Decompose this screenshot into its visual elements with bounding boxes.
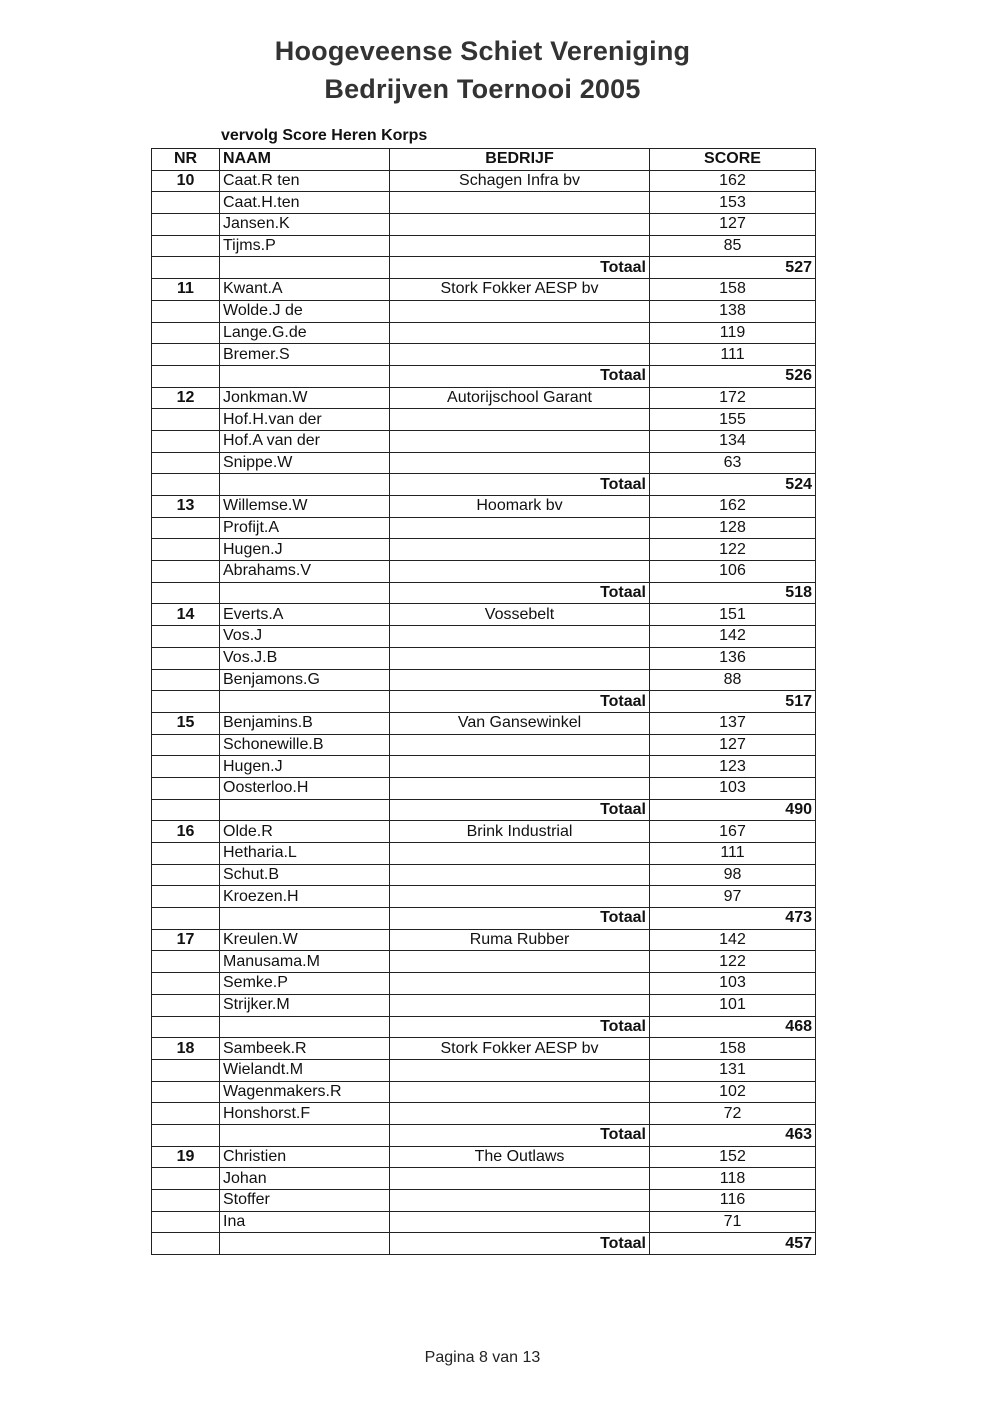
empty-cell <box>152 474 220 496</box>
member-name-cell: Wielandt.M <box>220 1059 390 1081</box>
score-cell: 162 <box>650 170 816 192</box>
table-body <box>152 170 816 1254</box>
team-number-cell <box>152 734 220 756</box>
member-name-cell: Kwant.A <box>220 279 390 301</box>
empty-cell <box>220 691 390 713</box>
total-row <box>152 257 816 279</box>
total-row <box>152 1124 816 1146</box>
total-value: 463 <box>650 1124 816 1146</box>
company-cell: Ruma Rubber <box>390 929 650 951</box>
total-label: Totaal <box>390 691 650 713</box>
table-row <box>152 387 816 409</box>
company-cell <box>390 539 650 561</box>
member-name-cell: Oosterloo.H <box>220 777 390 799</box>
table-row <box>152 994 816 1016</box>
table-row <box>152 1190 816 1212</box>
team-number-cell: 17 <box>152 929 220 951</box>
document-title: Hoogeveense Schiet Vereniging <box>274 36 691 66</box>
team-number-cell <box>152 777 220 799</box>
table-row <box>152 843 816 865</box>
empty-cell <box>220 799 390 821</box>
column-header-nr: NR <box>152 149 220 171</box>
table-row <box>152 734 816 756</box>
company-cell: The Outlaws <box>390 1146 650 1168</box>
table-row <box>152 604 816 626</box>
score-cell: 123 <box>650 756 816 778</box>
table-row <box>152 626 816 648</box>
score-cell: 118 <box>650 1168 816 1190</box>
company-cell <box>390 734 650 756</box>
member-name-cell: Lange.G.de <box>220 322 390 344</box>
score-cell: 158 <box>650 279 816 301</box>
table-row <box>152 300 816 322</box>
member-name-cell: Caat.R ten <box>220 170 390 192</box>
member-name-cell: Hetharia.L <box>220 843 390 865</box>
team-number-cell: 16 <box>152 821 220 843</box>
empty-cell <box>152 799 220 821</box>
empty-cell <box>152 582 220 604</box>
score-cell: 127 <box>650 734 816 756</box>
company-cell <box>390 756 650 778</box>
score-cell: 131 <box>650 1059 816 1081</box>
company-cell <box>390 777 650 799</box>
total-label: Totaal <box>390 1233 650 1255</box>
total-value: 518 <box>650 582 816 604</box>
empty-cell <box>220 1124 390 1146</box>
table-row <box>152 1059 816 1081</box>
company-cell: Hoomark bv <box>390 496 650 518</box>
total-value: 526 <box>650 365 816 387</box>
member-name-cell: Kroezen.H <box>220 886 390 908</box>
table-row <box>152 951 816 973</box>
member-name-cell: Wolde.J de <box>220 300 390 322</box>
team-number-cell: 15 <box>152 712 220 734</box>
team-number-cell <box>152 1059 220 1081</box>
total-row <box>152 1233 816 1255</box>
column-header-bedrijf: BEDRIJF <box>390 149 650 171</box>
company-cell <box>390 1103 650 1125</box>
total-row <box>152 799 816 821</box>
table-header <box>152 149 816 171</box>
column-header-score: SCORE <box>650 149 816 171</box>
total-value: 490 <box>650 799 816 821</box>
total-row <box>152 908 816 930</box>
score-cell: 128 <box>650 517 816 539</box>
table-row <box>152 192 816 214</box>
total-value: 468 <box>650 1016 816 1038</box>
member-name-cell: Semke.P <box>220 973 390 995</box>
total-label: Totaal <box>390 257 650 279</box>
score-cell: 152 <box>650 1146 816 1168</box>
company-cell: Stork Fokker AESP bv <box>390 1038 650 1060</box>
score-cell: 98 <box>650 864 816 886</box>
member-name-cell: Strijker.M <box>220 994 390 1016</box>
team-number-cell <box>152 951 220 973</box>
member-name-cell: Benjamins.B <box>220 712 390 734</box>
company-cell <box>390 517 650 539</box>
company-cell <box>390 973 650 995</box>
table-row <box>152 344 816 366</box>
member-name-cell: Olde.R <box>220 821 390 843</box>
team-number-cell <box>152 214 220 236</box>
company-cell: Van Gansewinkel <box>390 712 650 734</box>
score-cell: 167 <box>650 821 816 843</box>
table-row <box>152 539 816 561</box>
team-number-cell: 12 <box>152 387 220 409</box>
score-cell: 122 <box>650 539 816 561</box>
table-row <box>152 886 816 908</box>
empty-cell <box>152 257 220 279</box>
member-name-cell: Christien <box>220 1146 390 1168</box>
table-row <box>152 170 816 192</box>
empty-cell <box>152 1233 220 1255</box>
member-name-cell: Abrahams.V <box>220 561 390 583</box>
member-name-cell: Schut.B <box>220 864 390 886</box>
score-cell: 142 <box>650 626 816 648</box>
company-cell <box>390 322 650 344</box>
company-cell <box>390 951 650 973</box>
company-cell <box>390 409 650 431</box>
team-number-cell <box>152 973 220 995</box>
score-cell: 127 <box>650 214 816 236</box>
score-cell: 151 <box>650 604 816 626</box>
member-name-cell: Manusama.M <box>220 951 390 973</box>
table-row <box>152 1103 816 1125</box>
member-name-cell: Willemse.W <box>220 496 390 518</box>
score-cell: 97 <box>650 886 816 908</box>
company-cell <box>390 235 650 257</box>
member-name-cell: Honshorst.F <box>220 1103 390 1125</box>
member-name-cell: Bremer.S <box>220 344 390 366</box>
member-name-cell: Wagenmakers.R <box>220 1081 390 1103</box>
team-number-cell <box>152 1211 220 1233</box>
team-number-cell <box>152 626 220 648</box>
team-number-cell: 11 <box>152 279 220 301</box>
team-number-cell <box>152 994 220 1016</box>
score-cell: 137 <box>650 712 816 734</box>
member-name-cell: Tijms.P <box>220 235 390 257</box>
document-subtitle: Bedrijven Toernooi 2005 <box>324 74 641 104</box>
member-name-cell: Hugen.J <box>220 539 390 561</box>
total-label: Totaal <box>390 474 650 496</box>
team-number-cell: 14 <box>152 604 220 626</box>
total-label: Totaal <box>390 582 650 604</box>
table-row <box>152 756 816 778</box>
score-cell: 155 <box>650 409 816 431</box>
score-cell: 111 <box>650 843 816 865</box>
total-label: Totaal <box>390 1124 650 1146</box>
table-row <box>152 496 816 518</box>
team-number-cell: 19 <box>152 1146 220 1168</box>
team-number-cell <box>152 1103 220 1125</box>
score-cell: 116 <box>650 1190 816 1212</box>
empty-cell <box>152 908 220 930</box>
score-cell: 138 <box>650 300 816 322</box>
score-cell: 72 <box>650 1103 816 1125</box>
company-cell <box>390 1190 650 1212</box>
member-name-cell: Jansen.K <box>220 214 390 236</box>
member-name-cell: Schonewille.B <box>220 734 390 756</box>
team-number-cell <box>152 517 220 539</box>
member-name-cell: Jonkman.W <box>220 387 390 409</box>
table-row <box>152 821 816 843</box>
table-row <box>152 1168 816 1190</box>
table-row <box>152 279 816 301</box>
score-cell: 111 <box>650 344 816 366</box>
table-row <box>152 517 816 539</box>
member-name-cell: Profijt.A <box>220 517 390 539</box>
table-row <box>152 452 816 474</box>
member-name-cell: Snippe.W <box>220 452 390 474</box>
table-row <box>152 647 816 669</box>
company-cell <box>390 864 650 886</box>
empty-cell <box>220 582 390 604</box>
member-name-cell: Ina <box>220 1211 390 1233</box>
company-cell <box>390 994 650 1016</box>
company-cell <box>390 1059 650 1081</box>
company-cell: Autorijschool Garant <box>390 387 650 409</box>
team-number-cell <box>152 561 220 583</box>
team-number-cell <box>152 235 220 257</box>
company-cell <box>390 430 650 452</box>
company-cell <box>390 1168 650 1190</box>
team-number-cell <box>152 192 220 214</box>
score-cell: 85 <box>650 235 816 257</box>
empty-cell <box>220 474 390 496</box>
total-value: 527 <box>650 257 816 279</box>
member-name-cell: Vos.J.B <box>220 647 390 669</box>
total-value: 473 <box>650 908 816 930</box>
score-cell: 172 <box>650 387 816 409</box>
section-heading: vervolg Score Heren Korps <box>221 127 428 144</box>
company-cell: Vossebelt <box>390 604 650 626</box>
team-number-cell <box>152 430 220 452</box>
total-label: Totaal <box>390 1016 650 1038</box>
score-cell: 162 <box>650 496 816 518</box>
team-number-cell <box>152 1168 220 1190</box>
team-number-cell: 18 <box>152 1038 220 1060</box>
score-cell: 142 <box>650 929 816 951</box>
score-cell: 103 <box>650 777 816 799</box>
empty-cell <box>220 908 390 930</box>
empty-cell <box>220 257 390 279</box>
table-row <box>152 561 816 583</box>
company-cell: Schagen Infra bv <box>390 170 650 192</box>
company-cell <box>390 669 650 691</box>
table-row <box>152 712 816 734</box>
table-row <box>152 777 816 799</box>
score-cell: 153 <box>650 192 816 214</box>
team-number-cell <box>152 843 220 865</box>
member-name-cell: Everts.A <box>220 604 390 626</box>
score-cell: 63 <box>650 452 816 474</box>
score-cell: 102 <box>650 1081 816 1103</box>
empty-cell <box>152 365 220 387</box>
total-value: 517 <box>650 691 816 713</box>
team-number-cell <box>152 669 220 691</box>
total-label: Totaal <box>390 908 650 930</box>
member-name-cell: Johan <box>220 1168 390 1190</box>
table-row <box>152 1038 816 1060</box>
score-cell: 122 <box>650 951 816 973</box>
company-cell <box>390 192 650 214</box>
team-number-cell: 10 <box>152 170 220 192</box>
team-number-cell: 13 <box>152 496 220 518</box>
team-number-cell <box>152 409 220 431</box>
table-row <box>152 214 816 236</box>
team-number-cell <box>152 1190 220 1212</box>
team-number-cell <box>152 756 220 778</box>
company-cell: Brink Industrial <box>390 821 650 843</box>
total-value: 457 <box>650 1233 816 1255</box>
score-cell: 71 <box>650 1211 816 1233</box>
company-cell <box>390 843 650 865</box>
company-cell <box>390 886 650 908</box>
member-name-cell: Caat.H.ten <box>220 192 390 214</box>
total-row <box>152 365 816 387</box>
table-row <box>152 322 816 344</box>
total-label: Totaal <box>390 365 650 387</box>
score-cell: 158 <box>650 1038 816 1060</box>
score-table <box>151 148 816 1255</box>
team-number-cell <box>152 322 220 344</box>
company-cell <box>390 344 650 366</box>
score-cell: 101 <box>650 994 816 1016</box>
member-name-cell: Hof.A van der <box>220 430 390 452</box>
empty-cell <box>220 1233 390 1255</box>
table-row <box>152 430 816 452</box>
company-cell <box>390 1081 650 1103</box>
empty-cell <box>152 1016 220 1038</box>
score-cell: 88 <box>650 669 816 691</box>
score-cell: 136 <box>650 647 816 669</box>
team-number-cell <box>152 344 220 366</box>
table-row <box>152 1146 816 1168</box>
empty-cell <box>152 1124 220 1146</box>
team-number-cell <box>152 1081 220 1103</box>
total-row <box>152 691 816 713</box>
table-row <box>152 409 816 431</box>
team-number-cell <box>152 300 220 322</box>
empty-cell <box>220 365 390 387</box>
table-row <box>152 1081 816 1103</box>
empty-cell <box>152 691 220 713</box>
column-header-naam: NAAM <box>220 149 390 171</box>
company-cell <box>390 647 650 669</box>
member-name-cell: Kreulen.W <box>220 929 390 951</box>
member-name-cell: Benjamons.G <box>220 669 390 691</box>
company-cell: Stork Fokker AESP bv <box>390 279 650 301</box>
member-name-cell: Stoffer <box>220 1190 390 1212</box>
member-name-cell: Sambeek.R <box>220 1038 390 1060</box>
company-cell <box>390 561 650 583</box>
table-row <box>152 864 816 886</box>
team-number-cell <box>152 864 220 886</box>
company-cell <box>390 1211 650 1233</box>
total-row <box>152 582 816 604</box>
page-number: Pagina 8 van 13 <box>424 1349 541 1366</box>
score-cell: 103 <box>650 973 816 995</box>
team-number-cell <box>152 539 220 561</box>
score-cell: 134 <box>650 430 816 452</box>
table-row <box>152 669 816 691</box>
company-cell <box>390 626 650 648</box>
empty-cell <box>220 1016 390 1038</box>
total-row <box>152 1016 816 1038</box>
member-name-cell: Vos.J <box>220 626 390 648</box>
score-cell: 106 <box>650 561 816 583</box>
total-label: Totaal <box>390 799 650 821</box>
total-value: 524 <box>650 474 816 496</box>
company-cell <box>390 300 650 322</box>
table-row <box>152 1211 816 1233</box>
table-row <box>152 235 816 257</box>
header-row <box>152 149 816 171</box>
member-name-cell: Hugen.J <box>220 756 390 778</box>
table-row <box>152 929 816 951</box>
table-row <box>152 973 816 995</box>
total-row <box>152 474 816 496</box>
team-number-cell <box>152 647 220 669</box>
company-cell <box>390 214 650 236</box>
team-number-cell <box>152 886 220 908</box>
member-name-cell: Hof.H.van der <box>220 409 390 431</box>
company-cell <box>390 452 650 474</box>
score-cell: 119 <box>650 322 816 344</box>
team-number-cell <box>152 452 220 474</box>
